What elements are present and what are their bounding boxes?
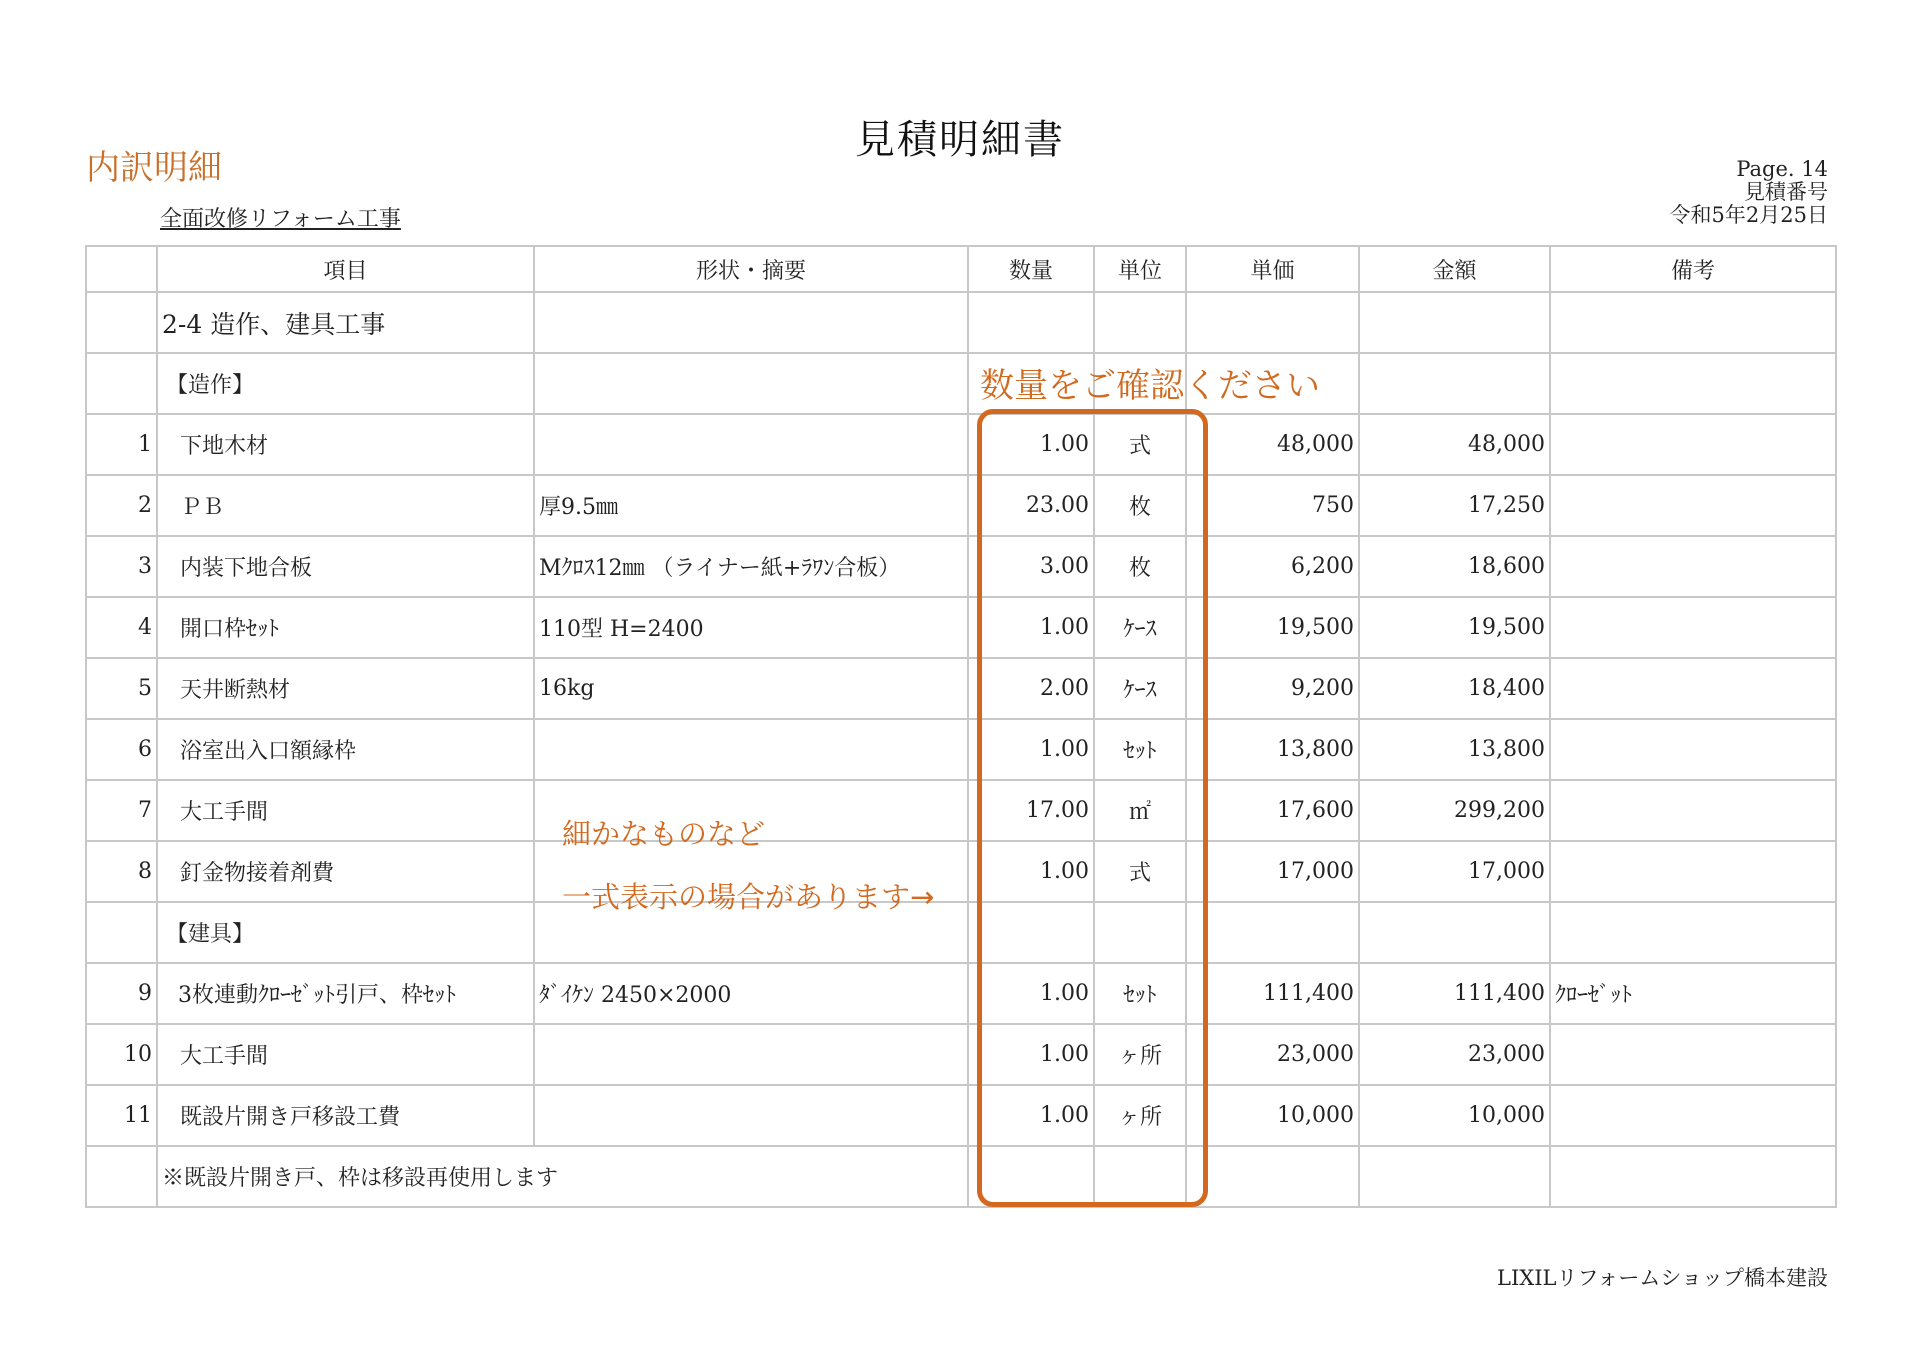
row-amount: 19,500 [1359,597,1550,658]
row-number: 4 [86,597,157,658]
document-date: 令和5年2月25日 [1669,203,1828,227]
group-title-row [86,292,1836,353]
table-row [86,1085,1836,1146]
row-spec: 110型 H=2400 [534,597,968,658]
row-number: 1 [86,414,157,475]
estimate-table [85,245,1837,1208]
row-unit: ｹｰｽ [1094,658,1186,719]
row-item: 浴室出入口額縁枠 [157,719,534,780]
annotation-lump-sum: 一式表示の場合があります→ [562,880,935,914]
row-qty: 1.00 [968,719,1094,780]
row-unit: ヶ所 [1094,1024,1186,1085]
category-row [86,902,1836,963]
row-item: 下地木材 [157,414,534,475]
table-row [86,536,1836,597]
row-qty: 1.00 [968,841,1094,902]
row-unit-price: 13,800 [1186,719,1359,780]
note-row [86,1146,1836,1207]
document-meta [1670,158,1828,227]
row-spec [534,1024,968,1085]
row-item: 大工手間 [157,780,534,841]
row-unit-price: 48,000 [1186,414,1359,475]
table-row [86,414,1836,475]
row-unit: 式 [1094,841,1186,902]
table-header-row [86,246,1836,292]
row-number: 10 [86,1024,157,1085]
header-qty: 数量 [968,246,1094,292]
group-title: 2-4 造作、建具工事 [157,292,534,353]
row-unit-price: 23,000 [1186,1024,1359,1085]
table-row [86,658,1836,719]
table-row [86,841,1836,902]
row-number: 9 [86,963,157,1024]
row-spec: 16kg [534,658,968,719]
row-qty: 17.00 [968,780,1094,841]
row-remarks [1550,658,1836,719]
row-remarks [1550,719,1836,780]
row-remarks [1550,780,1836,841]
row-qty: 1.00 [968,963,1094,1024]
row-unit: ｾｯﾄ [1094,719,1186,780]
row-amount: 18,400 [1359,658,1550,719]
row-number: 2 [86,475,157,536]
row-amount: 299,200 [1359,780,1550,841]
row-amount: 13,800 [1359,719,1550,780]
row-amount: 111,400 [1359,963,1550,1024]
table-row [86,475,1836,536]
header-unit-price: 単価 [1186,246,1359,292]
row-remarks [1550,475,1836,536]
row-qty: 2.00 [968,658,1094,719]
row-amount: 17,250 [1359,475,1550,536]
row-remarks [1550,1085,1836,1146]
row-spec [534,1085,968,1146]
table-row [86,1024,1836,1085]
row-remarks: ｸﾛｰｾﾞｯﾄ [1550,963,1836,1024]
row-qty: 1.00 [968,1024,1094,1085]
header-unit: 単位 [1094,246,1186,292]
row-amount: 23,000 [1359,1024,1550,1085]
row-remarks [1550,414,1836,475]
row-remarks [1550,536,1836,597]
row-item: 大工手間 [157,1024,534,1085]
header-item: 項目 [157,246,534,292]
row-unit: ㎡ [1094,780,1186,841]
row-number: 6 [86,719,157,780]
row-qty: 1.00 [968,414,1094,475]
row-amount: 18,600 [1359,536,1550,597]
annotation-small-items: 細かなものなど [562,817,766,851]
annotation-check-quantity: 数量をご確認ください [980,366,1320,406]
table-row [86,963,1836,1024]
row-qty: 1.00 [968,597,1094,658]
row-spec: 厚9.5㎜ [534,475,968,536]
row-remarks [1550,841,1836,902]
row-unit: 式 [1094,414,1186,475]
row-item: 3枚連動ｸﾛｰｾﾞｯﾄ引戸、枠ｾｯﾄ [157,963,534,1024]
estimate-number-label: 見積番号 [1744,180,1828,204]
row-amount: 48,000 [1359,414,1550,475]
category-row [86,353,1836,414]
row-unit-price: 10,000 [1186,1085,1359,1146]
header-no [86,246,157,292]
table-note: ※既設片開き戸、枠は移設再使用します [157,1146,968,1207]
header-amount: 金額 [1359,246,1550,292]
row-remarks [1550,1024,1836,1085]
row-unit: 枚 [1094,536,1186,597]
row-item: 内装下地合板 [157,536,534,597]
row-unit-price: 6,200 [1186,536,1359,597]
row-unit: ｹｰｽ [1094,597,1186,658]
row-number: 7 [86,780,157,841]
row-qty: 3.00 [968,536,1094,597]
row-number: 3 [86,536,157,597]
row-unit-price: 17,600 [1186,780,1359,841]
company-name: LIXILリフォームショップ橋本建設 [1497,1266,1828,1290]
row-item: 開口枠ｾｯﾄ [157,597,534,658]
project-name: 全面改修リフォーム工事 [160,207,401,232]
section-label: 内訳明細 [86,148,222,188]
row-spec [534,414,968,475]
row-item: 既設片開き戸移設工費 [157,1085,534,1146]
row-item: ＰＢ [157,475,534,536]
header-remarks: 備考 [1550,246,1836,292]
row-unit: ｾｯﾄ [1094,963,1186,1024]
row-unit: 枚 [1094,475,1186,536]
row-spec [534,719,968,780]
row-spec: Mｸﾛｽ12㎜ （ライナー紙+ﾗﾜﾝ合板） [534,536,968,597]
row-unit-price: 111,400 [1186,963,1359,1024]
row-spec: ﾀﾞｲｹﾝ 2450×2000 [534,963,968,1024]
category-label: 【造作】 [157,353,534,414]
row-amount: 10,000 [1359,1085,1550,1146]
table-row [86,597,1836,658]
row-unit-price: 19,500 [1186,597,1359,658]
document-title: 見積明細書 [855,117,1065,163]
row-item: 天井断熱材 [157,658,534,719]
row-qty: 23.00 [968,475,1094,536]
table-row [86,780,1836,841]
table-row [86,719,1836,780]
row-unit-price: 17,000 [1186,841,1359,902]
row-amount: 17,000 [1359,841,1550,902]
row-unit-price: 750 [1186,475,1359,536]
category-label: 【建具】 [157,902,534,963]
row-unit: ヶ所 [1094,1085,1186,1146]
row-number: 5 [86,658,157,719]
row-number: 8 [86,841,157,902]
row-unit-price: 9,200 [1186,658,1359,719]
row-qty: 1.00 [968,1085,1094,1146]
row-remarks [1550,597,1836,658]
row-number: 11 [86,1085,157,1146]
row-item: 釘金物接着剤費 [157,841,534,902]
header-spec: 形状・摘要 [534,246,968,292]
page-number: Page. 14 [1736,157,1828,181]
